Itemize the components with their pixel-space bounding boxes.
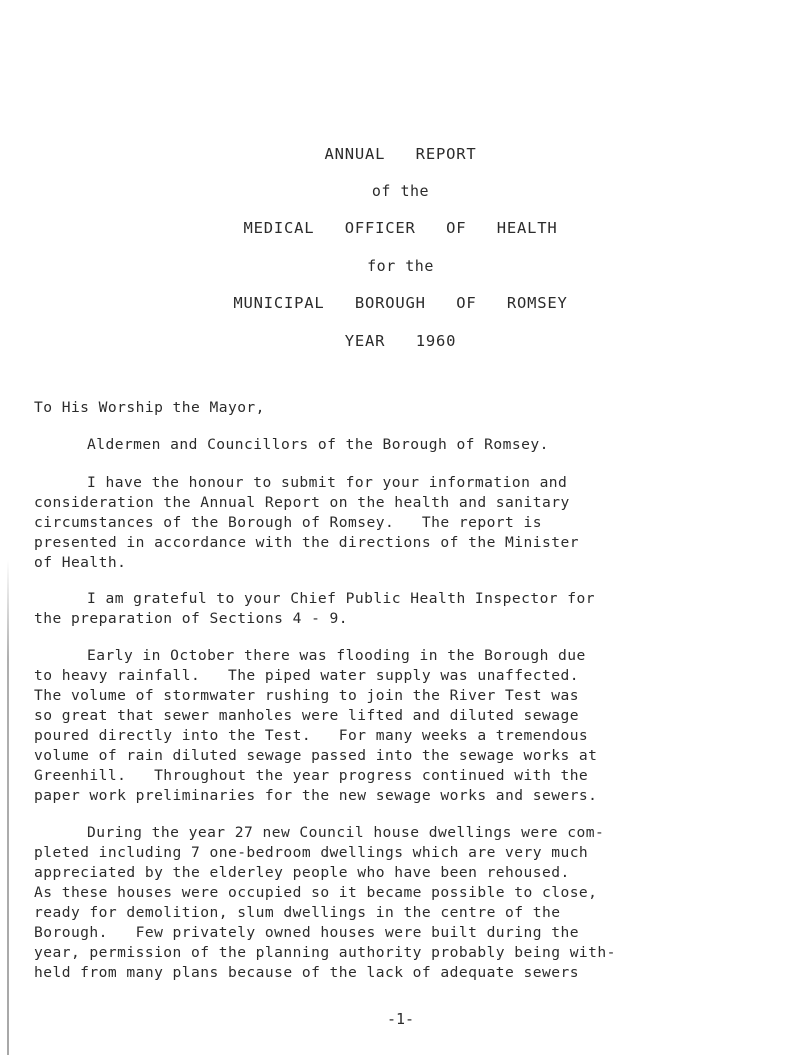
- paragraph-line: pleted including 7 one-bedroom dwellings which are very much: [34, 844, 589, 861]
- paragraph-line: Borough. Few privately owned houses were built during the: [34, 924, 579, 941]
- report-title: ANNUAL REPORT: [324, 145, 477, 163]
- paragraph-line: so great that sewer manholes were lifted and diluted sewage: [34, 707, 579, 724]
- binding-edge: [7, 560, 9, 1055]
- title-connector: for the: [367, 257, 434, 275]
- paragraph-line: of Health.: [34, 554, 127, 571]
- paragraph-line: presented in accordance with the directions of the Minister: [34, 534, 579, 551]
- paragraph-line: the preparation of Sections 4 - 9.: [34, 610, 349, 627]
- report-authority: MUNICIPAL BOROUGH OF ROMSEY: [233, 294, 568, 312]
- paragraph-line: ready for demolition, slum dwellings in the centre of the: [34, 904, 561, 921]
- paragraph-line: volume of rain diluted sewage passed into the sewage works at: [34, 747, 598, 764]
- paragraph-line: consideration the Annual Report on the health and sanitary: [34, 494, 570, 511]
- page-number: -1-: [386, 1010, 415, 1028]
- paragraph-line: I am grateful to your Chief Public Health Inspector for: [87, 590, 595, 607]
- paragraph-line: appreciated by the elderley people who have been rehoused.: [34, 864, 570, 881]
- paragraph-line: held from many plans because of the lack of adequate sewers: [34, 964, 579, 981]
- paragraph-line: Early in October there was flooding in the Borough due: [87, 647, 586, 664]
- report-year: YEAR 1960: [344, 332, 457, 350]
- paragraph-line: year, permission of the planning authority probably being with-: [34, 944, 616, 961]
- salutation-line: To His Worship the Mayor,: [34, 399, 265, 416]
- report-subject: MEDICAL OFFICER OF HEALTH: [243, 219, 558, 237]
- paragraph-line: As these houses were occupied so it became possible to close,: [34, 884, 598, 901]
- paragraph-line: During the year 27 new Council house dwellings were com-: [87, 824, 605, 841]
- paragraph-line: Greenhill. Throughout the year progress continued with the: [34, 767, 589, 784]
- paragraph-line: poured directly into the Test. For many weeks a tremendous: [34, 727, 589, 744]
- title-connector: of the: [371, 182, 430, 200]
- paragraph-line: paper work preliminaries for the new sewage works and sewers.: [34, 787, 598, 804]
- paragraph-line: to heavy rainfall. The piped water supply was unaffected.: [34, 667, 579, 684]
- paragraph-line: I have the honour to submit for your information and: [87, 474, 568, 491]
- salutation-line: Aldermen and Councillors of the Borough of Romsey.: [87, 436, 549, 453]
- paragraph-line: circumstances of the Borough of Romsey. The report is: [34, 514, 542, 531]
- paragraph-line: The volume of stormwater rushing to join the River Test was: [34, 687, 579, 704]
